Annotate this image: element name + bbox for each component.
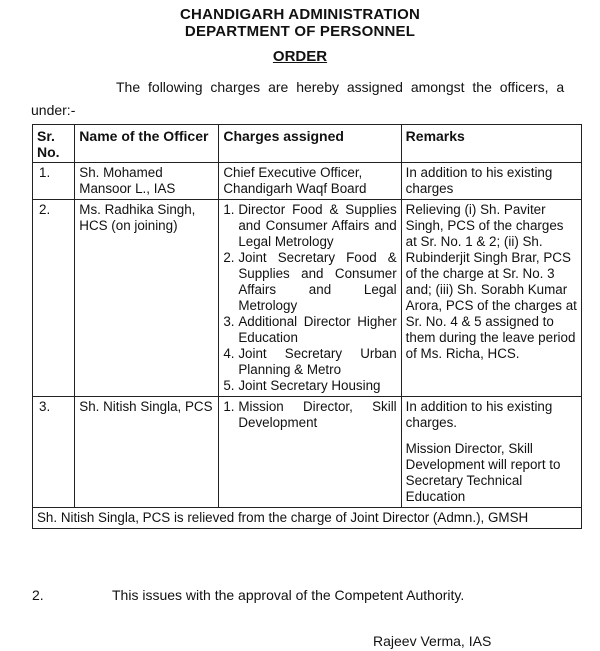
para2-text: This issues with the approval of the Competent Authority. <box>112 587 465 603</box>
footer-note: Sh. Nitish Singla, PCS is relieved from the charge of Joint Director (Admn.), GMSH <box>33 508 582 529</box>
row-sr: 1. <box>33 163 75 200</box>
department-header-line2: DEPARTMENT OF PERSONNEL <box>184 23 416 40</box>
row-sr: 3. <box>33 397 75 508</box>
table-row <box>33 200 582 397</box>
remark-text: In addition to his existing charges. <box>405 399 553 430</box>
row-officer-name: Sh. Mohamed Mansoor L., IAS <box>75 163 219 200</box>
row-remarks: Relieving (i) Sh. Paviter Singh, PCS of the charges at Sr. No. 1 & 2; (ii) Sh. Rubinderjit Singh Brar, PCS of the charge at Sr. No. 3 and; (iii) Sh. Sorabh Kumar Arora, PCS of the charges at Sr. No. 4 & 5 assigned to them during the leave period of Ms. Richa, HCS. <box>401 200 581 397</box>
row-charges: Chief Executive Officer, Chandigarh Waqf Board <box>219 163 401 200</box>
charge-item: 3. Additional Director Higher Education <box>223 314 397 345</box>
remark-note: Mission Director, Skill Development will report to Secretary Technical Education <box>405 441 561 504</box>
row-charges <box>219 200 401 397</box>
charge-item: 4. Joint Secretary Urban Planning & Metro <box>223 346 397 377</box>
order-title: ORDER <box>272 48 328 65</box>
charge-item: 1. Director Food & Supplies and Consumer Affairs and Legal Metrology <box>223 202 397 249</box>
header-officer-name: Name of the Officer <box>75 125 219 163</box>
para2-number: 2. <box>32 587 44 603</box>
header-sr-no: Sr. No. <box>33 125 75 163</box>
intro-text: The following charges are hereby assigned amongst the officers, a <box>116 79 565 95</box>
header-remarks: Remarks <box>401 125 581 163</box>
table-header-row <box>33 125 582 163</box>
charge-item: 1. Mission Director, Skill Development <box>223 399 397 430</box>
row-sr: 2. <box>33 200 75 397</box>
intro-continuation: under:- <box>31 102 76 118</box>
department-header-line1: CHANDIGARH ADMINISTRATION <box>180 6 420 23</box>
row-charges <box>219 397 401 508</box>
charge-item: 2. Joint Secretary Food & Supplies and Consumer Affairs and Legal Metrology <box>223 250 397 313</box>
header-charges: Charges assigned <box>219 125 401 163</box>
row-remarks <box>401 397 581 508</box>
charge-item: 5. Joint Secretary Housing <box>223 378 381 393</box>
signature: Rajeev Verma, IAS <box>373 633 492 649</box>
table-row <box>33 397 582 508</box>
row-officer-name: Sh. Nitish Singla, PCS <box>75 397 219 508</box>
table-footer-row <box>33 508 582 529</box>
row-officer-name: Ms. Radhika Singh, HCS (on joining) <box>75 200 219 397</box>
row-remarks: In addition to his existing charges <box>401 163 581 200</box>
charges-table <box>32 124 582 529</box>
table-row <box>33 163 582 200</box>
